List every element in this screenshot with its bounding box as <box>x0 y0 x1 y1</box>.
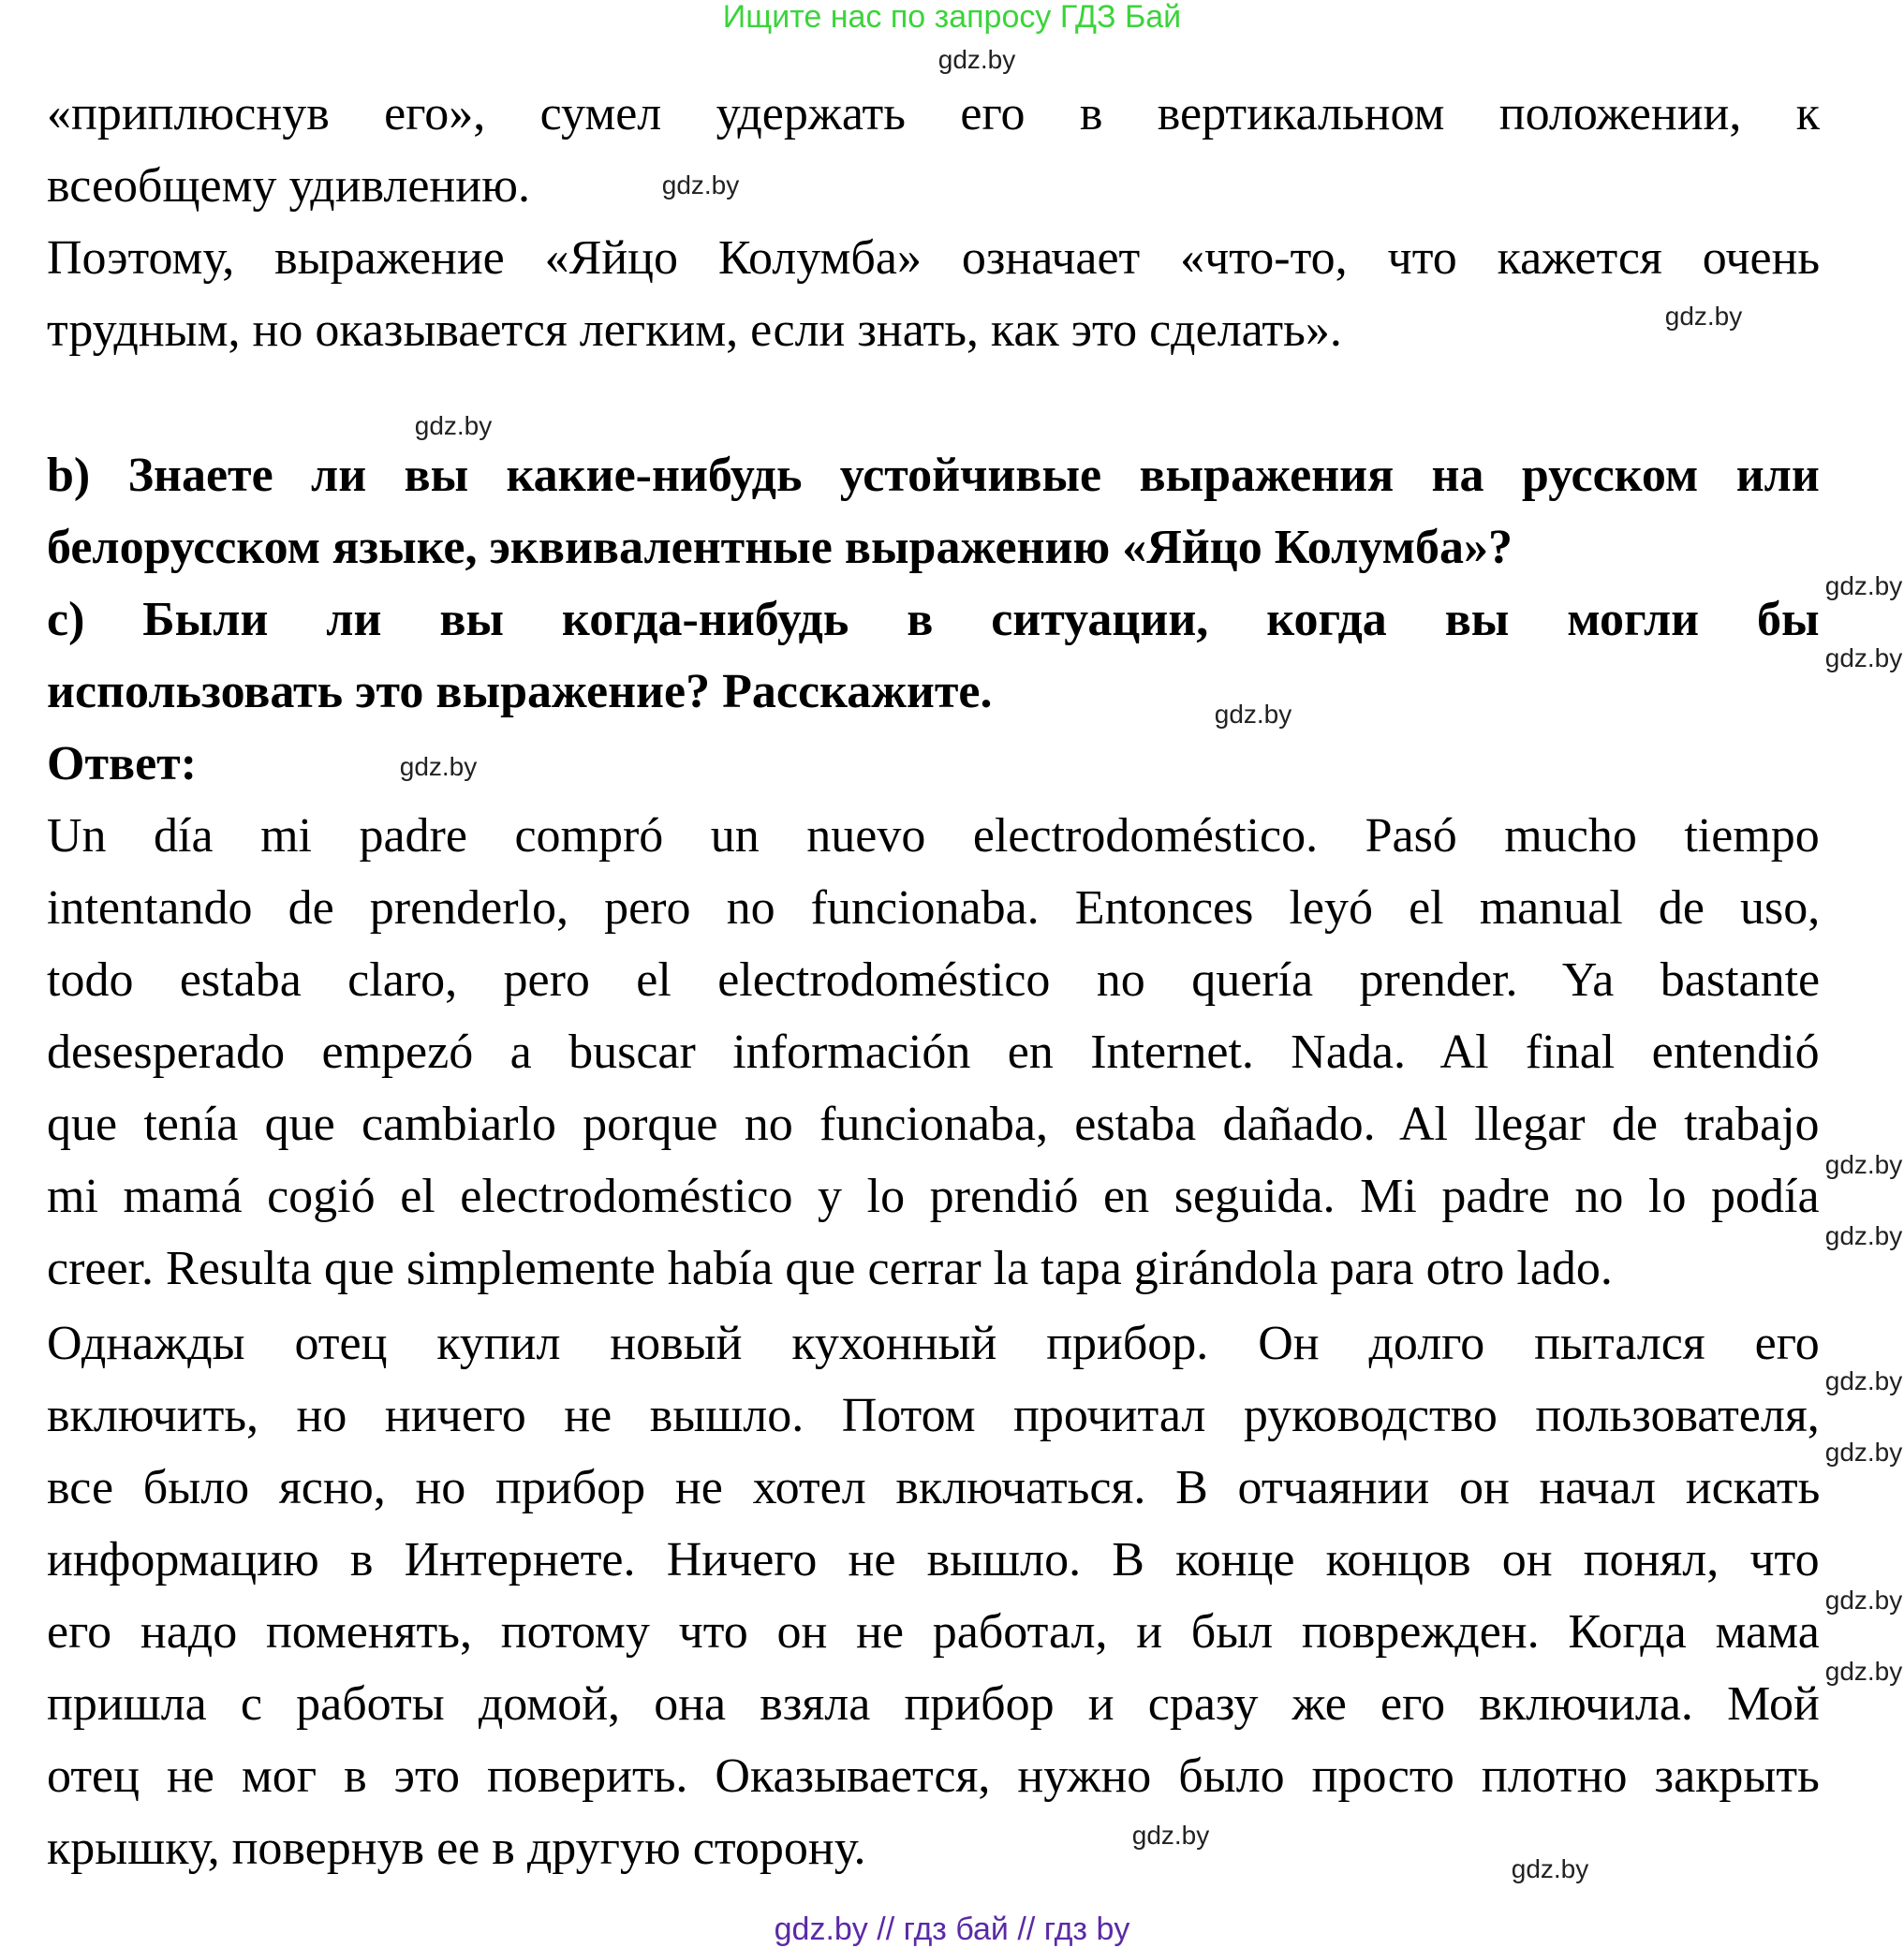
spanish-answer-line: que tenía que cambiarlo porque no funcionaba, estaba dañado. Al llegar de trabajo <box>47 1098 1820 1151</box>
question-text-line: b) Знаете ли вы какие-нибудь устойчивые выражения на русском или <box>47 449 1820 502</box>
spanish-answer-line: Un día mi padre compró un nuevo electrodoméstico. Pasó mucho tiempo <box>47 809 1820 863</box>
watermark-text: gdz.by <box>1214 700 1292 729</box>
question-text-line: Ответ: <box>47 737 198 790</box>
watermark-text: gdz.by <box>1511 1854 1589 1883</box>
intro-text-line: всеобщему удивлению. <box>47 159 530 213</box>
russian-answer-line: включить, но ничего не вышло. Потом прочитал руководство пользователя, <box>47 1389 1820 1442</box>
russian-answer-line: отец не мог в это поверить. Оказывается, нужно было просто плотно закрыть <box>47 1749 1820 1803</box>
russian-answer-line: крышку, повернув ее в другую сторону. <box>47 1822 866 1875</box>
watermark-text: gdz.by <box>414 411 493 440</box>
spanish-answer-line: intentando de prenderlo, pero no funcionaba. Entonces leyó el manual de uso, <box>47 881 1821 935</box>
spanish-answer-line: todo estaba claro, pero el electrodoméstico no quería prender. Ya bastante <box>47 953 1821 1007</box>
spanish-answer-line: creer. Resulta que simplemente había que cerrar la tapa girándola para otro lado. <box>47 1242 1613 1295</box>
spanish-answer-line: desesperado empezó a buscar información en Internet. Nada. Al final entendió <box>47 1026 1820 1079</box>
watermark-text: gdz.by <box>1824 1366 1903 1395</box>
question-text-line: белорусском языке, эквивалентные выражению «Яйцо Колумба»? <box>47 521 1513 574</box>
question-text-line: c) Были ли вы когда-нибудь в ситуации, когда вы могли бы <box>47 593 1820 646</box>
watermark-text: gdz.by <box>1131 1821 1210 1850</box>
watermark-text: gdz.by <box>1824 643 1903 672</box>
question-text-line: использовать это выражение? Расскажите. <box>47 665 993 718</box>
russian-answer-line: все было ясно, но прибор не хотел включаться. В отчаянии он начал искать <box>47 1461 1821 1514</box>
watermark-text: gdz.by <box>937 45 1016 74</box>
watermark-text: gdz.by <box>1824 1221 1903 1250</box>
russian-answer-line: пришла с работы домой, она взяла прибор и сразу же его включила. Мой <box>47 1677 1820 1731</box>
watermark-text: gdz.by <box>661 170 740 199</box>
watermark-text: gdz.by <box>1824 1150 1903 1179</box>
watermark-text: gdz.by <box>1824 1657 1903 1686</box>
russian-answer-line: информацию в Интернете. Ничего не вышло. В конце концов он понял, что <box>47 1533 1820 1586</box>
search-hint-banner: Ищите нас по запросу ГДЗ Бай <box>722 0 1182 35</box>
footer-links[interactable]: gdz.by // гдз бай // гдз by <box>774 1911 1130 1947</box>
watermark-text: gdz.by <box>1824 1586 1903 1615</box>
spanish-answer-line: mi mamá cogió el electrodoméstico y lo prendió en seguida. Mi padre no lo podía <box>47 1170 1820 1223</box>
intro-text-line: Поэтому, выражение «Яйцо Колумба» означает «что-то, что кажется очень <box>47 231 1821 285</box>
watermark-text: gdz.by <box>1664 302 1743 331</box>
intro-text-line: «приплюснув его», сумел удержать его в вертикальном положении, к <box>47 87 1821 140</box>
watermark-text: gdz.by <box>1824 571 1903 600</box>
intro-text-line: трудным, но оказывается легким, если знать, как это сделать». <box>47 303 1342 357</box>
russian-answer-line: его надо поменять, потому что он не работал, и был поврежден. Когда мама <box>47 1605 1820 1659</box>
watermark-text: gdz.by <box>399 752 478 781</box>
watermark-text: gdz.by <box>1824 1438 1903 1467</box>
russian-answer-line: Однажды отец купил новый кухонный прибор. Он долго пытался его <box>47 1317 1820 1370</box>
